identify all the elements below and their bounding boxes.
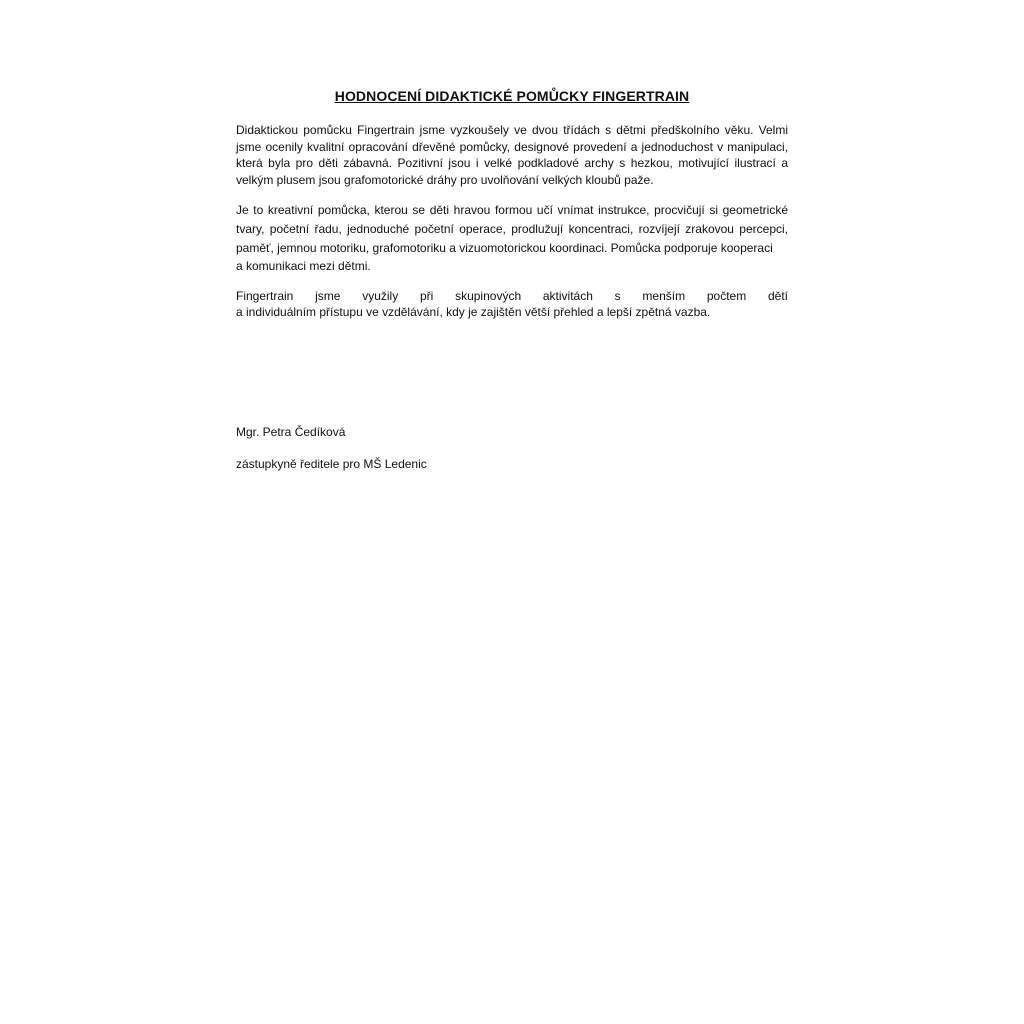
signature-block [236, 424, 788, 472]
paragraph-usage-line-1: Fingertrain jsme využily při skupinových aktivitách s menším počtem dětí [236, 288, 788, 303]
signature-name: Mgr. Petra Čedíková [236, 425, 346, 439]
paragraph-skills: Je to kreativní pomůcka, kterou se děti hravou formou učí vnímat instrukce, procvičují si geometrické tvary, početní řadu, jednoduché početní operace, prodlužují koncentraci, rozvíjejí zrakovou percepci, paměť, jemnou motoriku, grafomotoriku a vizuomotorickou koordinaci. Pomůcka podporuje kooperaci [236, 203, 788, 255]
document-body [236, 122, 788, 321]
paragraph-skills-continuation: a komunikaci mezi dětmi. [236, 259, 371, 273]
paragraph-evaluation: Didaktickou pomůcku Fingertrain jsme vyzkoušely ve dvou třídách s dětmi předškolního věku. Velmi jsme ocenily kvalitní opracování dřevěné pomůcky, designové provedení a jednoduchost v manipulaci, která byla pro děti zábavná. Pozitivní jsou i velké podkladové archy s hezkou, motivující ilustrací a velkým plusem jsou grafomotorické dráhy pro uvolňování velkých kloubů paže. [236, 123, 788, 187]
paragraph-usage-line-2: a individuálním přístupu ve vzdělávání, kdy je zajištěn větší přehled a lepší zpětná vazba. [236, 305, 711, 319]
document-title: HODNOCENÍ DIDAKTICKÉ POMŮCKY FINGERTRAIN [334, 88, 690, 104]
signature-role: zástupkyně ředitele pro MŠ Ledenic [236, 457, 427, 471]
